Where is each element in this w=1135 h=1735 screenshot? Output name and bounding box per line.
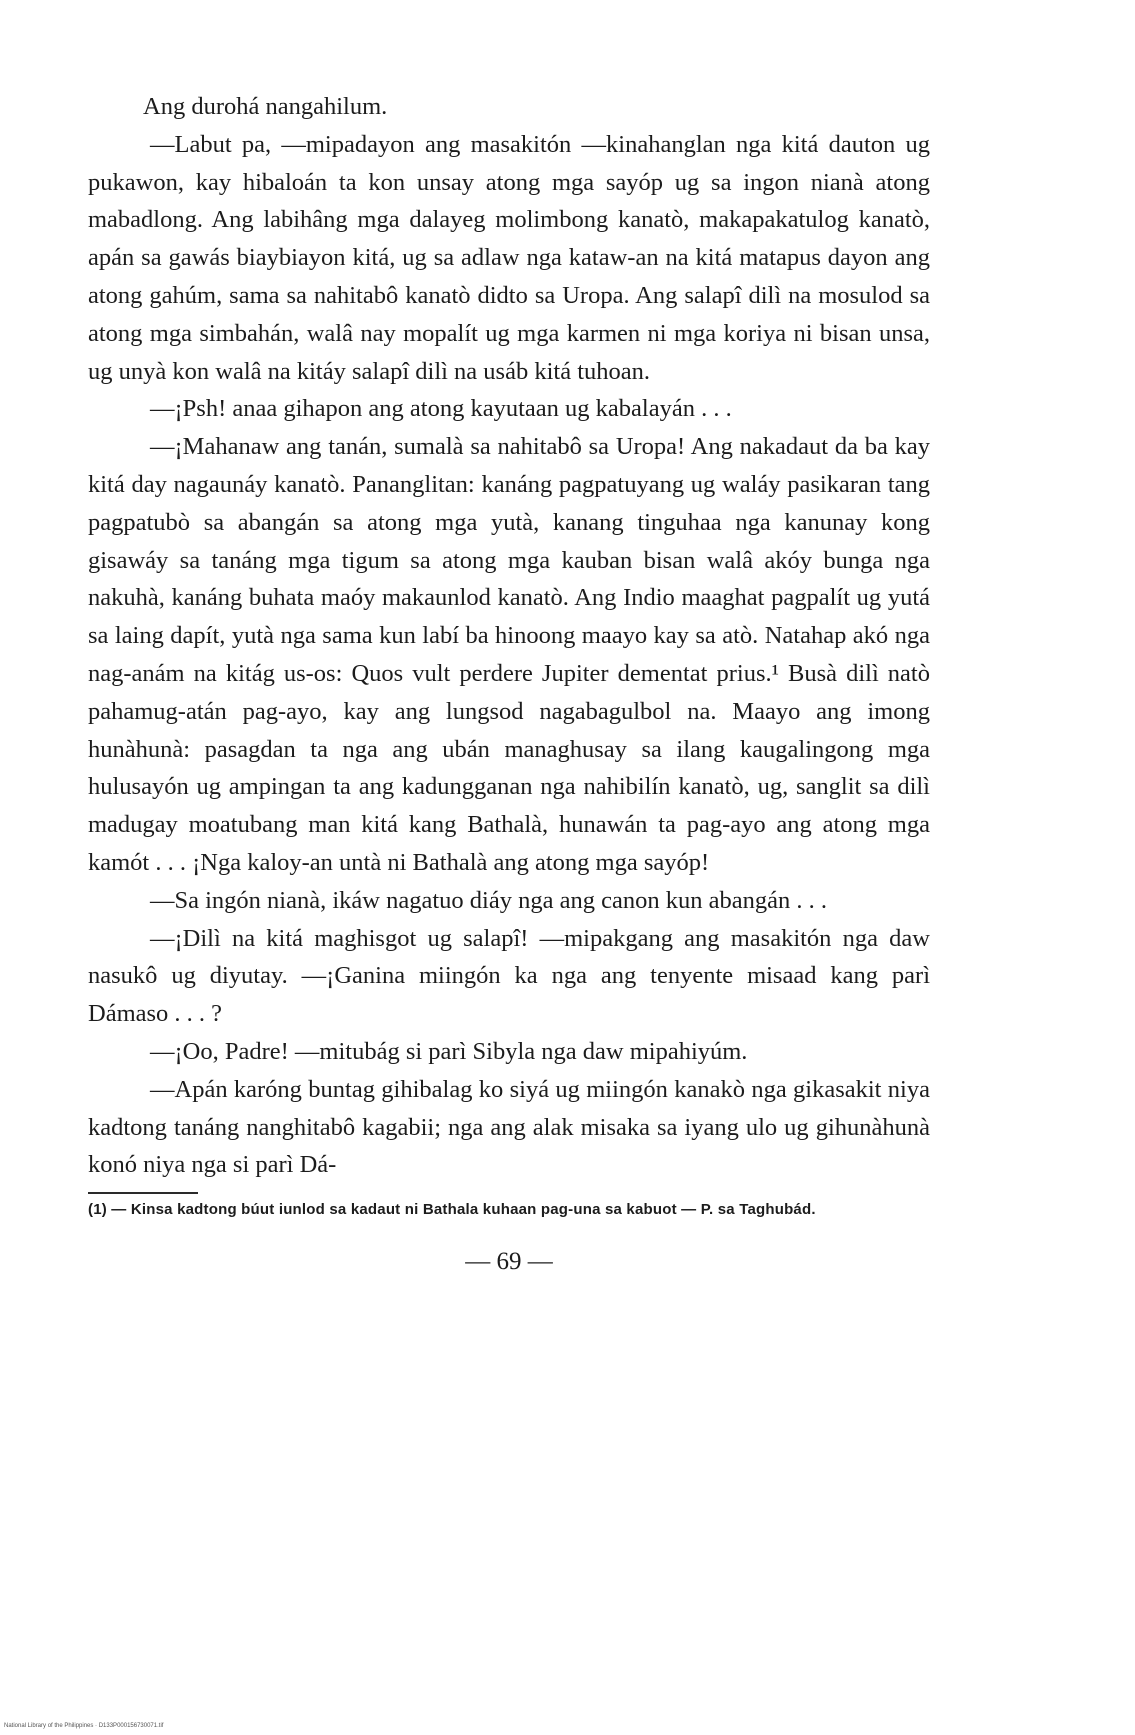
paragraph-2: —¡Psh! anaa gihapon ang atong kayutaan ug kabalayán . . . — [150, 395, 732, 423]
paragraph-6: —¡Oo, Padre! —mitubág si parì Sibyla nga daw mipahiyúm. — [150, 1037, 748, 1065]
paragraph-4: —Sa ingón nianà, ikáw nagatuo diáy nga ang canon kun abangán . . . — [150, 886, 827, 914]
page-body — [88, 88, 930, 1276]
page-number: — 69 — — [465, 1248, 553, 1276]
paragraph-3: —¡Mahanaw ang tanán, sumalà sa nahitabô sa Uropa! Ang nakadaut da ba kay kitá day nagaunáy kanatò. Pananglitan: kanáng pagpatuyang ug waláy pasikaran tang pagpatubò sa abangán sa atong mga yutà, kanang tinguhaa nga kanunay kong gisawáy sa tanáng mga tigum sa atong mga kauban bisan walâ akóy bunga nga nakuhà, kanáng buhata maóy makaunlod kanatò. Ang Indio maaghat pagpalít ug yutá sa laing dapít, yutà nga sama kun labí ba hinoong maayo kay sa atò. Natahap akó nga nag-anám na kitág us-os: Quos vult perdere Jupiter dementat prius.¹ Busà dilì natò pahamug-atán pag-ayo, kay ang lungsod nagabagulbol na. Maayo ang imong hunàhunà: pasagdan ta nga ang ubán managhusay sa ilang kaugalingong mga hulusayón ug ampingan ta ang kadungganan nga nahibilín kanatò, ug, sanglit sa dilì madugay moatubang man kitá kang Bathalà, hunawán ta pag-ayo ang atong mga kamót . . . ¡Nga kaloy-an untà ni Bathalà ang atong mga sayóp! — [88, 433, 930, 876]
library-stamp: National Library of the Philippines · D133P000156730071.tif — [4, 1723, 164, 1729]
opening-line: Ang durohá nangahilum. — [143, 93, 388, 120]
paragraph-1: —Labut pa, —mipadayon ang masakitón —kinahanglan nga kitá dauton ug pukawon, kay hibaloán ta kon unsay atong mga sayóp ug sa ingon nianà atong mabadlong. Ang labihâng mga dalayeg molimbong kanatò, makapakatulog kanatò, apán sa gawás biaybiayon kitá, ug sa adlaw nga kataw-an na kitá matapus dayon ang atong gahúm, sama sa nahitabô kanatò didto sa Uropa. Ang salapî dilì na mosulod sa atong mga simbahán, walâ nay mopalít ug mga karmen ni mga koriya ni bisan unsa, ug unyà kon walâ na kitáy salapî dilì na usáb kitá tuhoan. — [88, 130, 930, 385]
paragraph-7: —Apán karóng buntag gihibalag ko siyá ug miingón kanakò nga gikasakit niya kadtong tanáng nanghitabô kagabii; nga ang alak misaka sa iyang ulo ug gihunàhunà konó niya nga si parì Dá- — [88, 1075, 930, 1179]
footnote: (1) — Kinsa kadtong búut iunlod sa kadaut ni Bathala kuhaan pag-una sa kabuot — P. sa Taghubád. — [88, 1201, 816, 1219]
paragraph-5: —¡Dilì na kitá maghisgot ug salapî! —mipakgang ang masakitón nga daw nasukô ug diyutay. —¡Ganina miingón ka nga ang tenyente misaad kang parì Dámaso . . . ? — [88, 924, 930, 1028]
footnote-rule — [88, 1192, 198, 1194]
